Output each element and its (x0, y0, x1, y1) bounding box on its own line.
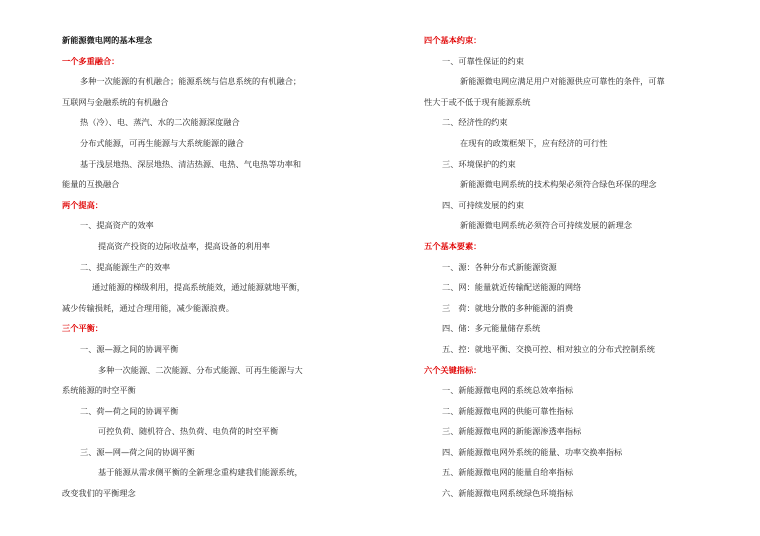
text-line: 在现有的政策框架下，应有经济的可行性 (460, 137, 608, 148)
list-item: 六、新能源微电网系统绿色环境指标 (442, 488, 574, 499)
list-item: 一、可靠性保证的约束 (442, 55, 524, 66)
list-item: 三、新能源微电网的新能源渗透率指标 (442, 426, 582, 437)
list-item: 一、源—源之间的协调平衡 (80, 343, 179, 354)
section-heading-balance: 三个平衡： (62, 323, 103, 334)
text-line: 多种一次能源的有机融合；能源系统与信息系统的有机融合； (80, 76, 302, 87)
text-line: 性大于或不低于现有能源系统 (424, 96, 531, 107)
list-item: 二、荷—荷之间的协调平衡 (80, 405, 179, 416)
list-item: 二、网：能量就近传输配送能源的网络 (442, 282, 582, 293)
section-heading-elements: 五个基本要素： (424, 240, 482, 251)
text-line: 基于能源从需求侧平衡的全新理念重构建我们能源系统， (98, 467, 303, 478)
text-line: 互联网与金融系统的有机融合 (62, 96, 169, 107)
right-column (424, 30, 714, 504)
list-item: 四、储：多元能量储存系统 (442, 323, 541, 334)
document-title: 新能源微电网的基本理念 (62, 35, 153, 45)
list-item: 五、新能源微电网的能量自给率指标 (442, 467, 574, 478)
section-heading-improve: 两个提高： (62, 199, 103, 210)
list-item: 四、可持续发展的约束 (442, 199, 524, 210)
list-item: 三 荷：就地分散的多种能源的消费 (442, 302, 574, 313)
section-heading-fusion: 一个多重融合： (62, 55, 120, 66)
section-heading-indicators: 六个关键指标： (424, 364, 482, 375)
text-line: 提高资产投资的边际收益率，提高设备的利用率 (98, 240, 270, 251)
text-line: 多种一次能源、二次能源、分布式能源、可再生能源与大 (98, 364, 303, 375)
list-item: 三、环境保护的约束 (442, 158, 516, 169)
text-line: 可控负荷、随机符合、热负荷、电负荷的时空平衡 (98, 426, 279, 437)
text-line: 热（冷）、电、蒸汽、水的二次能源深度融合 (80, 117, 240, 128)
list-item: 五、控：就地平衡、交换可控、相对独立的分布式控制系统 (442, 343, 655, 354)
section-heading-constraints: 四个基本约束： (424, 35, 482, 45)
list-item: 一、源：各种分布式新能源资源 (442, 261, 557, 272)
list-item: 二、提高能源生产的效率 (80, 261, 171, 272)
text-line: 新能源微电网系统的技术构架必须符合绿色环保的理念 (460, 179, 657, 190)
text-line: 分布式能源，可再生能源与大系统能源的融合 (80, 137, 244, 148)
list-item: 一、提高资产的效率 (80, 220, 154, 231)
text-line: 改变我们的平衡理念 (62, 488, 136, 499)
text-line: 通过能源的梯级利用，提高系统能效，通过能源就地平衡， (92, 282, 305, 293)
list-item: 一、新能源微电网的系统总效率指标 (442, 385, 574, 396)
text-line: 减少传输损耗，通过合理用能，减少能源浪费。 (62, 302, 234, 313)
list-item: 三、源—网—荷之间的协调平衡 (80, 446, 195, 457)
list-item: 二、新能源微电网的供能可靠性指标 (442, 405, 574, 416)
text-line: 系统能源的时空平衡 (62, 385, 136, 396)
list-item: 二、经济性的约束 (442, 117, 508, 128)
text-line: 新能源微电网系统必须符合可持续发展的新理念 (460, 220, 632, 231)
list-item: 四、新能源微电网外系统的能量、功率交换率指标 (442, 446, 623, 457)
text-line: 能量的互换融合 (62, 179, 120, 190)
text-line: 新能源微电网应满足用户对能源供应可靠性的条件，可靠 (460, 76, 665, 87)
left-column (62, 30, 362, 504)
text-line: 基于浅层地热、深层地热、清洁热源、电热、气电热等功率和 (80, 158, 302, 169)
